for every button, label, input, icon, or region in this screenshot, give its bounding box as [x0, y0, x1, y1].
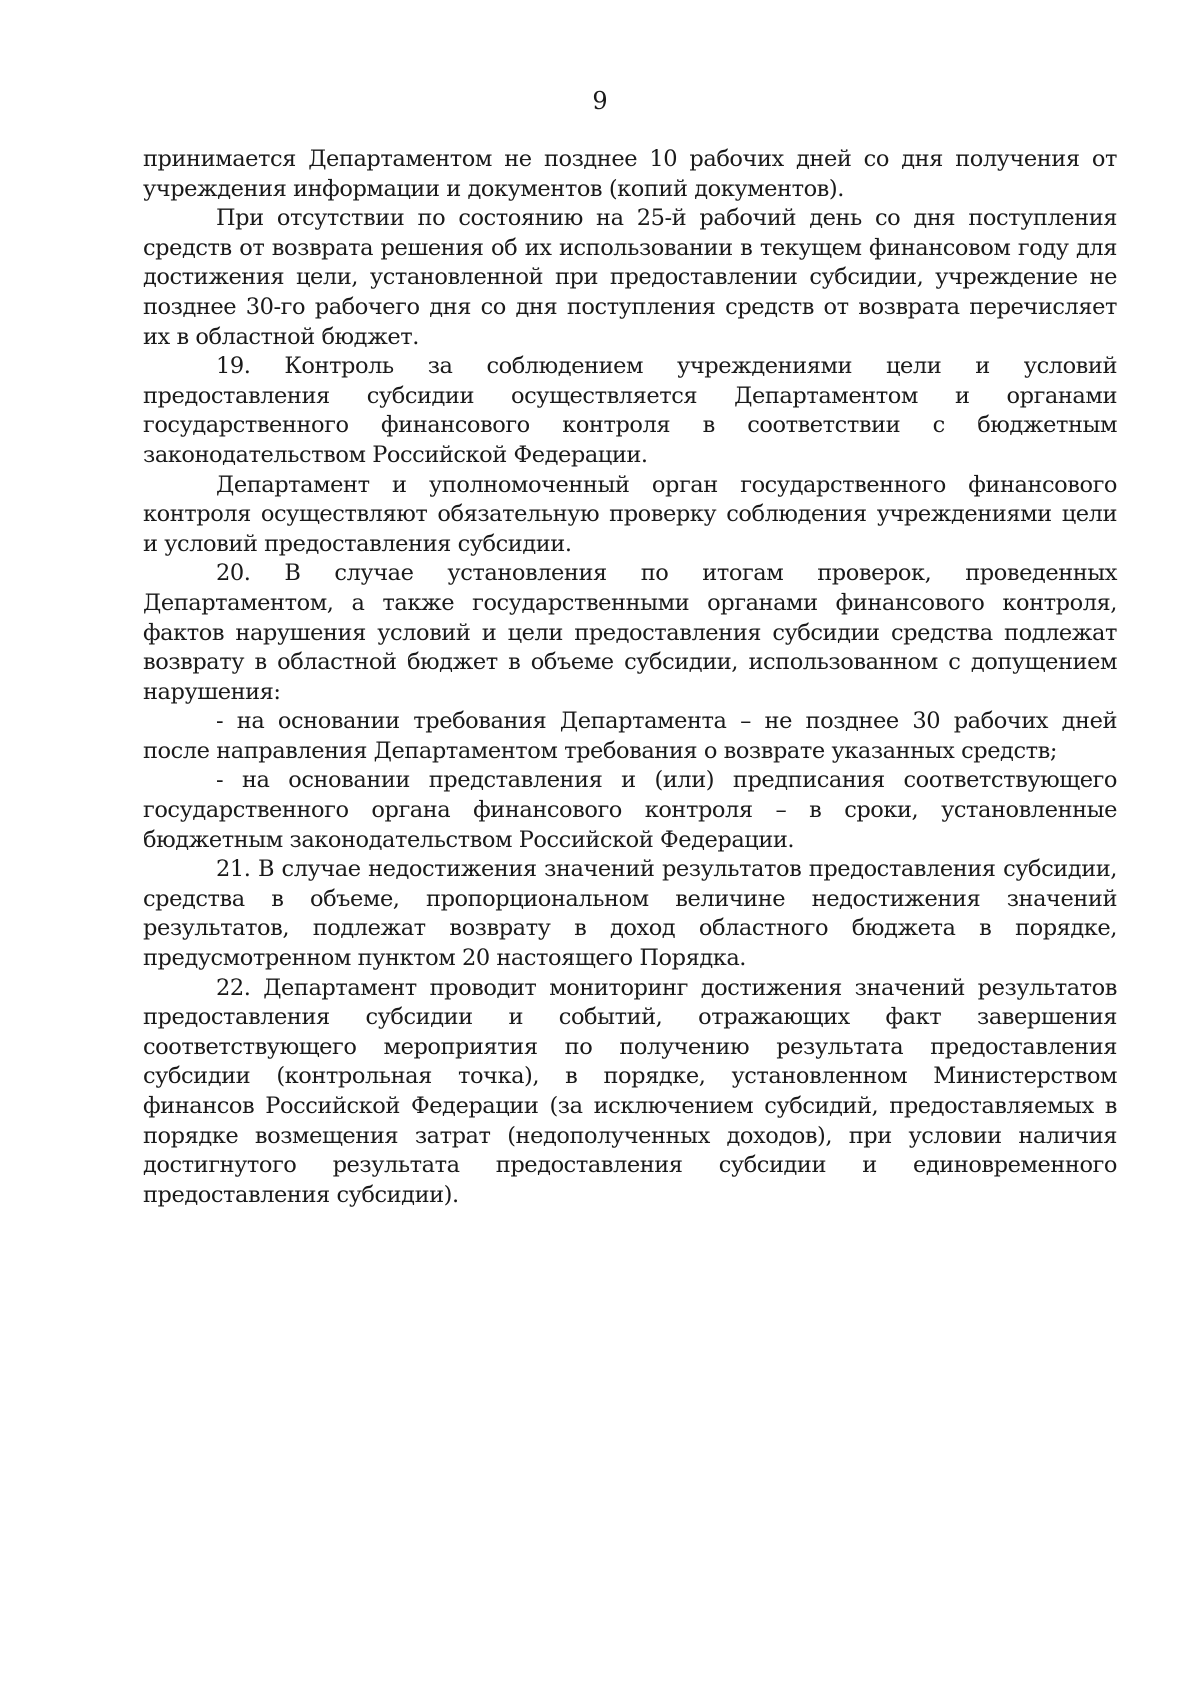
list-item-control-body-order: - на основании представления и (или) предписания соответствующего государственного органа финансового контроля – в сроки, установленные бюджетным законодательством Российской Федерации. [143, 767, 1117, 853]
paragraph-funds-return-deadline: При отсутствии по состоянию на 25-й рабочий день со дня поступления средств от возврата решения об их использовании в текущем финансовом году для достижения цели, установленной при предоставлении субсидии, учреждение не позднее 30-го рабочего дня со дня поступления средств от возврата перечисляет их в областной бюджет. [143, 205, 1117, 350]
paragraph-19-control: 19. Контроль за соблюдением учреждениями цели и условий предоставления субсидии осуществляется Департаментом и органами государственного финансового контроля в соответствии с бюджетным законодательством Российской Федерации. [143, 353, 1117, 468]
paragraph-22-monitoring: 22. Департамент проводит мониторинг достижения значений результатов предоставления субсидии и событий, отражающих факт завершения соответствующего мероприятия по получению результата предоставления субсидии (контрольная точка), в порядке, установленном Министерством финансов Российской Федерации (за исключением субсидий, предоставляемых в порядке возмещения затрат (недополученных доходов), при условии наличия достигнутого результата предоставления субсидии и единовременного предоставления субсидии). [143, 974, 1117, 1208]
document-body [143, 145, 1117, 1210]
page-number: 9 [592, 87, 608, 115]
list-item-department-requirement: - на основании требования Департамента – не позднее 30 рабочих дней после направления Департаментом требования о возврате указанных средств; [143, 708, 1117, 764]
paragraph-21-underachievement: 21. В случае недостижения значений результатов предоставления субсидии, средства в объеме, пропорциональном величине недостижения значений результатов, подлежат возврату в доход областного бюджета в порядке, предусмотренном пунктом 20 настоящего Порядка. [143, 856, 1117, 972]
paragraph-continuation: принимается Департаментом не позднее 10 рабочих дней со дня получения от учреждения информации и документов (копий документов). [143, 146, 1117, 202]
paragraph-mandatory-inspection: Департамент и уполномоченный орган государственного финансового контроля осуществляют обязательную проверку соблюдения учреждениями цели и условий предоставления субсидии. [143, 471, 1117, 557]
paragraph-20-violations: 20. В случае установления по итогам проверок, проведенных Департаментом, а также государственными органами финансового контроля, фактов нарушения условий и цели предоставления субсидии средства подлежат возврату в областной бюджет в объеме субсидии, использованном с допущением нарушения: [143, 560, 1117, 705]
